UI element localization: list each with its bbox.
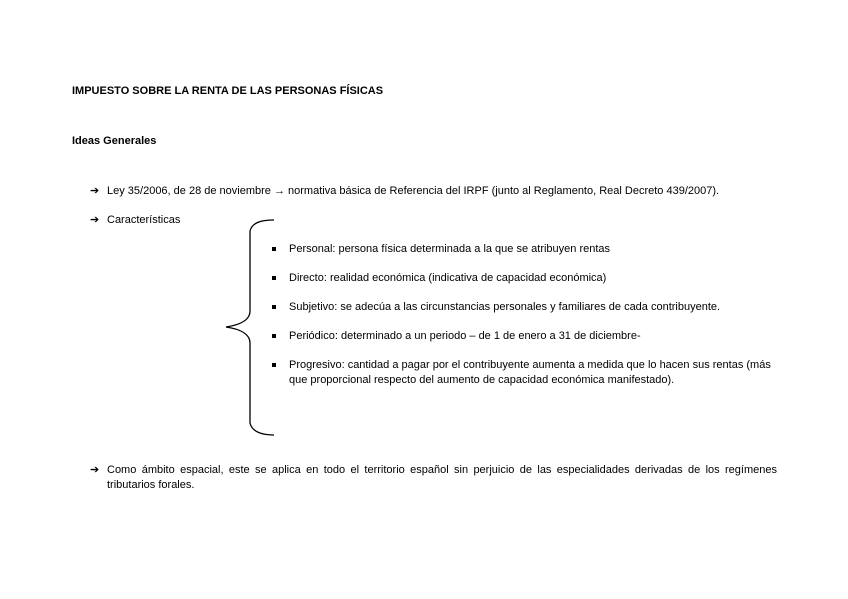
- characteristics-list: [272, 242, 782, 402]
- arrow-icon: ➔: [90, 185, 100, 197]
- point-caracteristicas: [90, 213, 180, 228]
- point-text: Ley 35/2006, de 28 de noviembre → normativa básica de Referencia del IRPF (junto al Reglamento, Real Decreto 439/2007).: [107, 185, 720, 197]
- point-text: Como ámbito espacial, este se aplica en todo el territorio español sin perjuicio de las especialidades derivadas de los regímenes tributarios forales.: [107, 464, 777, 491]
- arrow-icon: ➔: [90, 214, 100, 226]
- list-item-text: Personal: persona física determinada a la que se atribuyen rentas: [289, 243, 611, 255]
- bullet-icon: [272, 305, 276, 309]
- section-heading: Ideas Generales: [72, 135, 157, 147]
- bullet-icon: [272, 276, 276, 280]
- list-item: [272, 358, 782, 388]
- list-item: [272, 271, 782, 286]
- curly-brace-icon: [222, 219, 276, 437]
- list-item-text: Progresivo: cantidad a pagar por el contribuyente aumenta a medida que lo hacen sus rentas (más que proporcional respecto del aumento de capacidad económica manifestado).: [289, 359, 771, 386]
- bullet-icon: [272, 334, 276, 338]
- list-item-text: Directo: realidad económica (indicativa de capacidad económica): [289, 272, 607, 284]
- list-item-text: Subjetivo: se adecúa a las circunstancias personales y familiares de cada contribuyente.: [289, 301, 721, 313]
- bullet-icon: [272, 363, 276, 367]
- document-title: IMPUESTO SOBRE LA RENTA DE LAS PERSONAS FÍSICAS: [72, 85, 384, 97]
- list-item: [272, 329, 782, 344]
- list-item: [272, 300, 782, 315]
- point-ambito: [90, 463, 778, 493]
- point-text: Características: [107, 214, 181, 226]
- bullet-icon: [272, 247, 276, 251]
- list-item-text: Periódico: determinado a un periodo – de 1 de enero a 31 de diciembre-: [289, 330, 641, 342]
- list-item: [272, 242, 782, 257]
- arrow-icon: ➔: [90, 464, 100, 476]
- point-ley: [90, 184, 719, 199]
